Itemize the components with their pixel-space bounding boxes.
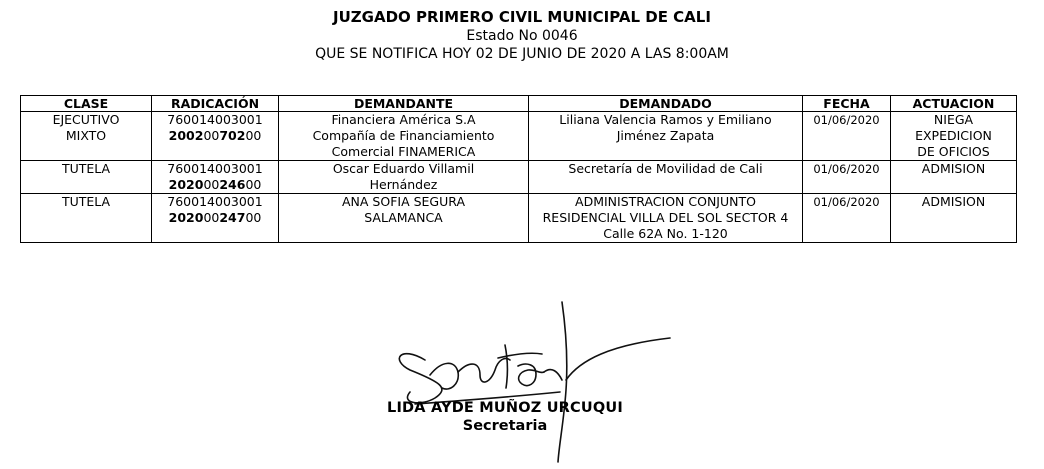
signer-role: Secretaria [462,418,548,434]
col-actuacion: ACTUACION [891,96,1017,112]
document-header [0,8,1044,63]
col-demandante: DEMANDANTE [279,96,529,112]
cell-radicacion: 760014003001 20200024700 [152,194,279,243]
cell-demandado: Secretaría de Movilidad de Cali [529,161,803,194]
col-clase: CLASE [21,96,152,112]
court-title: JUZGADO PRIMERO CIVIL MUNICIPAL DE CALI [333,8,711,26]
col-demandado: DEMANDADO [529,96,803,112]
cell-clase: TUTELA [21,161,152,194]
estado-table [20,95,1017,243]
signer-name: LIDA AYDE MUÑOZ URCUQUI [387,400,623,416]
col-fecha: FECHA [803,96,891,112]
table-row [21,194,1017,243]
notification-line: QUE SE NOTIFICA HOY 02 DE JUNIO DE 2020 A LAS 8:00AM [315,46,729,62]
table-header-row [21,96,1017,112]
cell-actuacion: ADMISION [891,194,1017,243]
handwritten-signature-icon [330,300,690,465]
cell-demandante: Oscar Eduardo Villamil Hernández [279,161,529,194]
cell-clase: TUTELA [21,194,152,243]
signature-block [330,300,690,465]
cell-actuacion: NIEGA EXPEDICION DE OFICIOS [891,112,1017,161]
cell-actuacion: ADMISION [891,161,1017,194]
cell-demandado: Liliana Valencia Ramos y Emiliano Jiménez Zapata [529,112,803,161]
table-row [21,112,1017,161]
table-row [21,161,1017,194]
col-radicacion: RADICACIÓN [152,96,279,112]
cell-demandante: Financiera América S.A Compañía de Financiamiento Comercial FINAMERICA [279,112,529,161]
cell-fecha: 01/06/2020 [803,112,891,161]
estado-number: Estado No 0046 [466,28,578,44]
cell-clase: EJECUTIVO MIXTO [21,112,152,161]
cell-radicacion: 760014003001 20200024600 [152,161,279,194]
cell-fecha: 01/06/2020 [803,194,891,243]
cell-demandante: ANA SOFIA SEGURA SALAMANCA [279,194,529,243]
cell-demandado: ADMINISTRACION CONJUNTO RESIDENCIAL VILLA DEL SOL SECTOR 4 Calle 62A No. 1-120 [529,194,803,243]
cell-radicacion: 760014003001 20020070200 [152,112,279,161]
cell-fecha: 01/06/2020 [803,161,891,194]
